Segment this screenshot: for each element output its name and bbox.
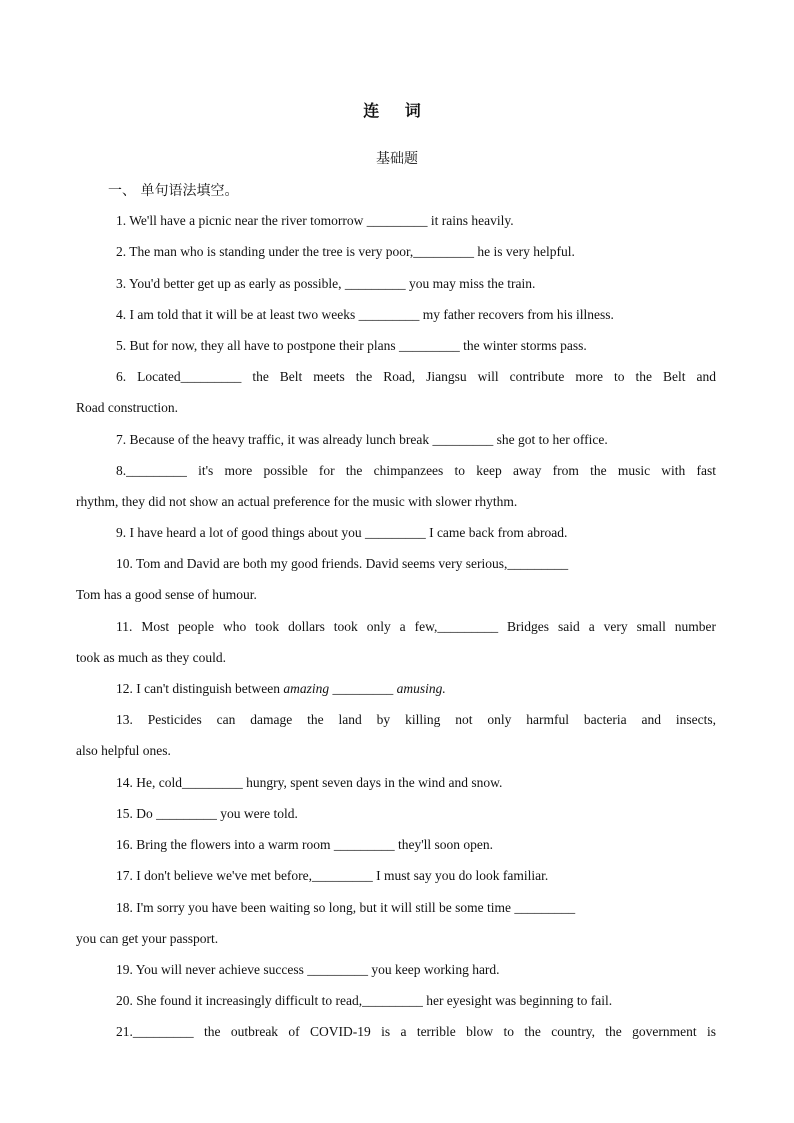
question-18: 18. I'm sorry you have been waiting so long, but it will still be some time _________ you can get your passport.: [76, 900, 576, 946]
question-15: 15. Do _________ you were told.: [116, 806, 298, 821]
question-16: 16. Bring the flowers into a warm room _________ they'll soon open.: [116, 837, 494, 852]
question-14: 14. He, cold_________ hungry, spent seven days in the wind and snow.: [116, 775, 503, 790]
question-9: 9. I have heard a lot of good things about you _________ I came back from abroad.: [116, 525, 568, 540]
question-12: 12. I can't distinguish between amazing _________ amusing.: [116, 681, 446, 696]
question-8: 8._________ it's more possible for the chimpanzees to keep away from the music with fast rhythm, they did not show an actual preference for the music with slower rhythm.: [76, 463, 716, 509]
question-19: 19. You will never achieve success _________ you keep working hard.: [116, 962, 500, 977]
page-subtitle: 基础题: [376, 151, 418, 167]
question-11: 11. Most people who took dollars took only a few,_________ Bridges said a very small number took as much as they could.: [76, 619, 716, 665]
question-2: 2. The man who is standing under the tree is very poor,_________ he is very helpful.: [116, 244, 575, 259]
question-10: 10. Tom and David are both my good friends. David seems very serious,_________ Tom has a good sense of humour.: [76, 556, 569, 602]
question-5: 5. But for now, they all have to postpone their plans _________ the winter storms pass.: [116, 338, 587, 353]
question-17: 17. I don't believe we've met before,_________ I must say you do look familiar.: [116, 868, 549, 883]
question-6: 6. Located_________ the Belt meets the Road, Jiangsu will contribute more to the Belt and Road construction.: [76, 369, 716, 415]
question-1: 1. We'll have a picnic near the river tomorrow _________ it rains heavily.: [116, 213, 514, 228]
question-20: 20. She found it increasingly difficult to read,_________ her eyesight was beginning to fail.: [116, 993, 613, 1008]
question-13: 13. Pesticides can damage the land by killing not only harmful bacteria and insects, also helpful ones.: [76, 712, 716, 758]
question-3: 3. You'd better get up as early as possible, _________ you may miss the train.: [116, 276, 536, 291]
question-4: 4. I am told that it will be at least two weeks _________ my father recovers from his illness.: [116, 307, 614, 322]
question-7: 7. Because of the heavy traffic, it was already lunch break _________ she got to her office.: [116, 432, 608, 447]
question-21: 21._________ the outbreak of COVID-19 is a terrible blow to the country, the government is: [116, 1024, 716, 1039]
section-heading: 一、 单句语法填空。: [108, 183, 239, 199]
page-title: 连 词: [363, 101, 431, 120]
